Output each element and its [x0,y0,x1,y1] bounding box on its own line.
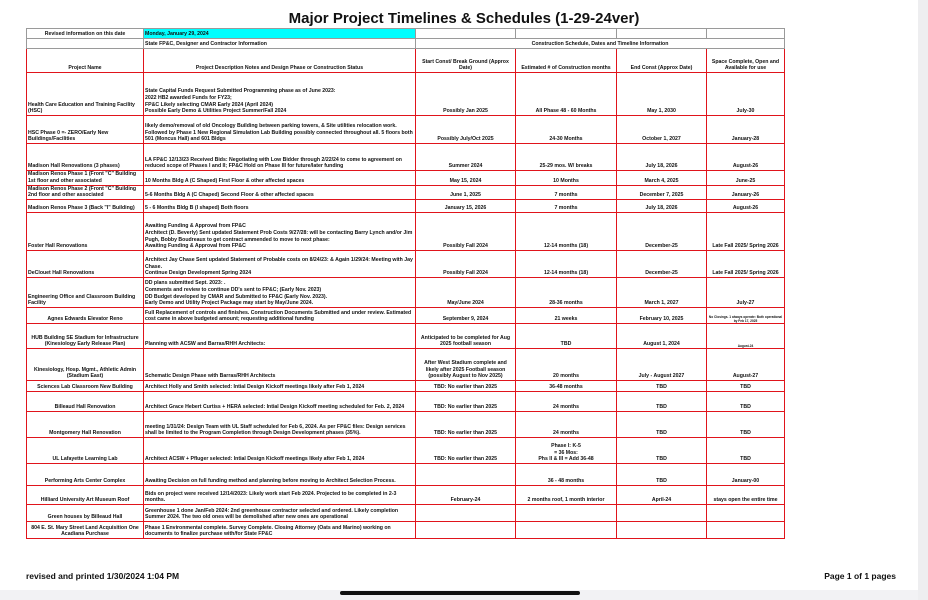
open-date-cell: No Closings. 1 always operate: Both operational by Feb 17, 2025 [707,308,785,324]
open-date-cell: TBD [707,412,785,438]
table-row [27,171,785,186]
project-name-cell: Madison Renos Phase 3 (Back "I" Building) [27,200,144,213]
duration-cell: 24 months [516,412,617,438]
project-name-cell: Sciences Lab Classroom New Building [27,381,144,392]
start-date-cell [416,505,516,522]
start-date-cell: February-24 [416,486,516,505]
footer-revised-printed: revised and printed 1/30/2024 1:04 PM [26,571,180,581]
duration-cell: 10 Months [516,171,617,186]
start-date-cell: Possibly July/Oct 2025 [416,116,516,144]
start-date-cell: Anticipated to be completed for Aug 2025 football season [416,324,516,349]
open-date-cell [707,522,785,539]
start-date-cell: June 1, 2025 [416,185,516,200]
description-cell: 10 Months Bldg A (C Shaped) First Floor & other affected spaces [144,171,416,186]
duration-cell: TBD [516,324,617,349]
duration-cell: 36 - 48 months [516,464,617,486]
description-cell: Greenhouse 1 done Jan/Feb 2024: 2nd greenhouse contractor selected and ordered. Likely completion Summer 2024. The two old ones will be demolished after new ones are operational [144,505,416,522]
open-date-cell: stays open the entire time [707,486,785,505]
table-row [27,251,785,278]
start-date-cell: Possibly Jan 2025 [416,73,516,116]
project-name-cell: Foster Hall Renovations [27,213,144,251]
end-date-cell: TBD [617,464,707,486]
table-row [27,349,785,381]
revised-date: Monday, January 29, 2024 [144,29,416,39]
end-date-cell: August 1, 2024 [617,324,707,349]
project-name-cell: Montgomery Hall Renovation [27,412,144,438]
start-date-cell: TBD: No earlier than 2025 [416,412,516,438]
open-date-cell: August-24 [707,324,785,349]
duration-cell: 28-36 months [516,278,617,308]
end-date-cell: TBD [617,438,707,464]
description-cell: Architect ACSW + Pfluger selected: Intial Design Kickoff meetings likely after Feb 1, 2024 [144,438,416,464]
duration-cell [516,505,617,522]
col-header-description: Project Description Notes and Design Phase or Construction Status [144,49,416,73]
open-date-cell: January-26 [707,185,785,200]
col-header-end: End Const (Approx Date) [617,49,707,73]
table-row [27,278,785,308]
document-title: Major Project Timelines & Schedules (1-29-24ver) [288,10,640,27]
open-date-cell: TBD [707,392,785,412]
end-date-cell: March 1, 2027 [617,278,707,308]
end-date-cell: October 1, 2027 [617,116,707,144]
project-name-cell: Performing Arts Center Complex [27,464,144,486]
end-date-cell: April-24 [617,486,707,505]
table-row [27,486,785,505]
duration-cell: 12-14 months (18) [516,213,617,251]
open-date-cell: Late Fall 2025/ Spring 2026 [707,213,785,251]
revised-row [27,29,785,39]
table-row [27,381,785,392]
duration-cell: 24 months [516,392,617,412]
open-date-cell: January-00 [707,464,785,486]
scroll-gutter [918,0,928,600]
project-name-cell: Madison Renos Phase 1 (Front "C" Building 1st floor and other associated [27,171,144,186]
project-name-cell: 804 E. St. Mary Street Land Acquisition One Acadiana Purchase [27,522,144,539]
duration-cell: 12-14 months (18) [516,251,617,278]
open-date-cell [707,505,785,522]
project-name-cell: Billeaud Hall Renovation [27,392,144,412]
description-cell: 5-6 Months Bldg A (C Chaped) Second Floor & other affected spaces [144,185,416,200]
start-date-cell: May 15, 2024 [416,171,516,186]
project-name-cell: HUB Building SE Stadium for Infrastructure (Kinesiology Early Release Plan) [27,324,144,349]
start-date-cell: January 15, 2026 [416,200,516,213]
end-date-cell: July 18, 2026 [617,200,707,213]
description-cell: Architect Holly and Smith selected: Intial Design Kickoff meetings likely after Feb 1, 2024 [144,381,416,392]
end-date-cell: July - August 2027 [617,349,707,381]
project-name-cell: Green houses by Billeaud Hall [27,505,144,522]
description-cell: 5 - 6 Months Bldg B (I shaped) Both floors [144,200,416,213]
column-header-row [27,49,785,73]
start-date-cell: Possibly Fall 2024 [416,213,516,251]
table-row [27,73,785,116]
duration-cell: 25-29 mos. W/ breaks [516,144,617,171]
col-header-start: Start Const/ Break Ground (Approx Date) [416,49,516,73]
end-date-cell: TBD [617,412,707,438]
project-name-cell: Health Care Education and Training Facility (HSC) [27,73,144,116]
end-date-cell: May 1, 2030 [617,73,707,116]
duration-cell: 21 weeks [516,308,617,324]
end-date-cell [617,505,707,522]
project-name-cell: Hilliard University Art Museum Roof [27,486,144,505]
end-date-cell: December-25 [617,251,707,278]
table-row [27,412,785,438]
start-date-cell: September 9, 2024 [416,308,516,324]
start-date-cell [416,522,516,539]
open-date-cell: August-26 [707,200,785,213]
duration-cell: 7 months [516,185,617,200]
project-name-cell: Kinesiology, Hosp. Mgmt., Athletic Admin (Stadium East) [27,349,144,381]
table-row [27,144,785,171]
revised-label: Revised information on this date [27,29,144,39]
group-header-row [27,39,785,49]
description-cell: meeting 1/31/24: Design Team with UL Staff scheduled for Feb 6, 2024. As per FP&C files: Design services shall be limited to the Program Completion through Design Development phases (35%). [144,412,416,438]
table-row [27,324,785,349]
duration-cell: 24-30 Months [516,116,617,144]
open-date-cell: June-25 [707,171,785,186]
end-date-cell: February 10, 2025 [617,308,707,324]
project-name-cell: Engineering Office and Classroom Building Facility [27,278,144,308]
start-date-cell: After West Stadium complete and likely after 2025 Football season (possibly August to Nov 2025) [416,349,516,381]
open-date-cell: July-30 [707,73,785,116]
description-cell: Planning with ACSW and Barras/RHH Architects: [144,324,416,349]
description-cell: Phase 1 Environmental complete. Survey Complete. Closing Attorney (Oats and Marino) working on documents to finalize purchase with/for State FP&C [144,522,416,539]
duration-cell: 2 months roof, 1 month interior [516,486,617,505]
duration-cell: All Phase 48 - 60 Months [516,73,617,116]
start-date-cell: TBD: No earlier than 2025 [416,381,516,392]
open-date-cell: August-27 [707,349,785,381]
description-cell: State Capital Funds Request Submitted Programming phase as of June 2023: 2022 HB2 awarded Funds for FY23; FP&C Likely selecting CMAR Early 2024 (April 2024) Possible Early Demo & Utilities Project Summer/Fall 2024 [144,73,416,116]
end-date-cell: TBD [617,392,707,412]
start-date-cell: TBD: No earlier than 2025 [416,438,516,464]
duration-cell: 20 months [516,349,617,381]
end-date-cell: July 18, 2026 [617,144,707,171]
project-name-cell: Agnes Edwards Elevator Reno [27,308,144,324]
open-date-cell: August-26 [707,144,785,171]
end-date-cell: March 4, 2025 [617,171,707,186]
description-cell: Awaiting Decision on full funding method and planning before moving to Architect Selection Process. [144,464,416,486]
project-name-cell: Madison Renos Phase 2 (Front "C" Building 2nd floor and other associated [27,185,144,200]
project-schedule-table [26,28,785,539]
table-row [27,213,785,251]
table-row [27,308,785,324]
start-date-cell [416,464,516,486]
group-left-label: State FP&C, Designer and Contractor Information [144,39,416,49]
table-row [27,392,785,412]
description-cell: Full Replacement of controls and finishes. Construction Documents Submitted and under review. Estimated cost came in above budgeted amount; requesting additional funding [144,308,416,324]
table-row [27,464,785,486]
table-row [27,505,785,522]
col-header-open: Space Complete, Open and Available for use [707,49,785,73]
project-name-cell: Madison Hall Renovations (3 phases) [27,144,144,171]
description-cell: LA FP&C 12/13/23 Received Bids: Negotiating with Low Bidder through 2/22/24 to come to agreement on reduced scope of Phases I and II; FP&C Hold on Phase III for future/later funding [144,144,416,171]
duration-cell: 7 months [516,200,617,213]
description-cell: Awaiting Funding & Approval from FP&C Architect (D. Beverly) Sent updated Statement Prob Costs 9/27/28: will be contacting Barry Lynch and/or Jim Pugh, Bobby Boudreaux to get contract ammended to move to next phase: Awaiting Funding & Approval from FP&C [144,213,416,251]
description-cell: DD plans submitted Sept. 2023: . Comments and review to continue DD's sent to FP&C; (Early Nov. 2023) DD Budget developed by CMAR and Submitted to FP&C (Early Nov. 2023). Early Demo and Utility Project Package may start by May/June 2024. [144,278,416,308]
table-row [27,522,785,539]
duration-cell: Phase I: K-5 = 36 Mos: Phs II & III = Add 36-48 [516,438,617,464]
duration-cell [516,522,617,539]
table-row [27,200,785,213]
table-row [27,116,785,144]
project-name-cell: DeClouet Hall Renovations [27,251,144,278]
table-row [27,185,785,200]
open-date-cell: TBD [707,381,785,392]
description-cell: Architect Jay Chase Sent updated Statement of Probable costs on 8/24/23: & Again 1/29/24: Meeting with Jay Chase. Continue Design Development Spring 2024 [144,251,416,278]
open-date-cell: January-28 [707,116,785,144]
footer-page-count: Page 1 of 1 pages [824,571,896,581]
table-row [27,438,785,464]
col-header-months: Estimated # of Construction months [516,49,617,73]
open-date-cell: July-27 [707,278,785,308]
start-date-cell: Summer 2024 [416,144,516,171]
project-name-cell: HSC Phase 0 =- ZERO/Early New Buildings/Facilities [27,116,144,144]
end-date-cell: December 7, 2025 [617,185,707,200]
duration-cell: 36-48 months [516,381,617,392]
description-cell: Schematic Design Phase with Barras/RHH Architects [144,349,416,381]
end-date-cell: TBD [617,381,707,392]
start-date-cell: May/June 2024 [416,278,516,308]
end-date-cell: December-25 [617,213,707,251]
project-name-cell: UL Lafayette Learning Lab [27,438,144,464]
col-header-project-name: Project Name [27,49,144,73]
description-cell: likely demo/removal of old Oncology Building between parking towers, & Site utilities relocation work. Followed by Phase 1 New Regional Simulation Lab Building possibly connected throughout all. 5 floors both 501 (Moncus Hall) and 601 Bldgs [144,116,416,144]
home-indicator[interactable] [340,591,580,595]
group-right-label: Construction Schedule, Dates and Timeline Information [416,39,785,49]
description-cell: Bids on project were received 12/14/2023: Likely work start Feb 2024. Projected to be completed in 2-3 months. [144,486,416,505]
open-date-cell: Late Fall 2025/ Spring 2026 [707,251,785,278]
start-date-cell: Possibly Fall 2024 [416,251,516,278]
open-date-cell: TBD [707,438,785,464]
end-date-cell [617,522,707,539]
start-date-cell: TBD: No earlier than 2025 [416,392,516,412]
description-cell: Architect Grace Hebert Curtiss + HERA selected: Intial Design Kickoff meeting scheduled for Feb. 2, 2024 [144,392,416,412]
